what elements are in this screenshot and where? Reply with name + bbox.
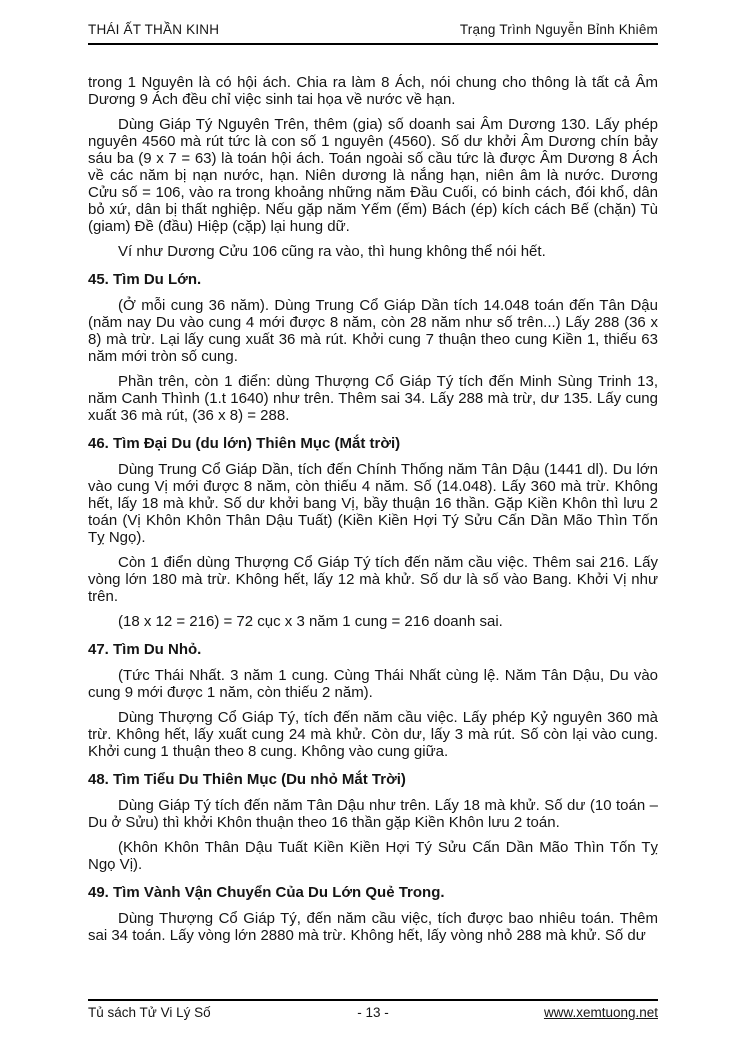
paragraph-48-2: (Khôn Khôn Thân Dậu Tuất Kiền Kiền Hợi Tý Sửu Cấn Dần Mão Thìn Tốn Tỵ Ngọ Vị). <box>88 839 658 873</box>
section-heading-47: 47. Tìm Du Nhỏ. <box>88 641 202 658</box>
section-heading-48: 48. Tìm Tiểu Du Thiên Mục (Du nhỏ Mắt Trời) <box>88 771 406 788</box>
paragraph-giap-ty-nguyen-tren: Dùng Giáp Tý Nguyên Trên, thêm (gia) số doanh sai Âm Dương 130. Lấy phép nguyên 4560 mà rút tức là con số 1 nguyên (4560). Số dư khởi Âm Dương chín bảy sáu ba (9 x 7 = 63) là toán hội ách. Toán ngoài số cầu tức là được Âm Dương 8 Ách về các năm bị nạn nước, hạn. Niên dương là nắng hạn, niên âm là nước. Dương Cửu số = 106, vào ra trong khoảng những năm Đầu Cuối, có binh cách, đói khổ, dân bỏ xứ, dân bị thất nghiệp. Nếu gặp năm Yếm (ếm) Bách (ép) kích cách Bế (chặn) Tù (giam) Đề (đầu) Hiệp (cặp) lại hung dữ. <box>88 116 658 235</box>
paragraph-intro-continuation: trong 1 Nguyên là có hội ách. Chia ra làm 8 Ách, nói chung cho thông là tất cả Âm Dương 9 Ách đều chỉ việc sinh tai họa về nước về hạn. <box>88 74 658 108</box>
paragraph-49-1: Dùng Thượng Cổ Giáp Tý, đến năm cầu việc, tích được bao nhiêu toán. Thêm sai 34 toán. Lấy vòng lớn 2880 mà trừ. Không hết, lấy vòng nhỏ 288 mà khử. Số dư <box>88 910 658 944</box>
page-footer <box>88 999 658 1020</box>
page-header <box>88 22 658 45</box>
header-author: Trạng Trình Nguyễn Bỉnh Khiêm <box>459 22 658 37</box>
section-heading-46: 46. Tìm Đại Du (du lớn) Thiên Mục (Mắt trời) <box>88 435 401 452</box>
footer-series-title: Tủ sách Tử Vi Lý Số <box>88 1005 211 1020</box>
header-book-title: THÁI ẤT THẦN KINH <box>88 22 220 37</box>
paragraph-45-2: Phần trên, còn 1 điển: dùng Thượng Cổ Giáp Tý tích đến Minh Sùng Trinh 13, năm Canh Thình (1.t 1640) như trên. Thêm sai 34. Lấy 288 mà trừ, dư 135. Lấy cung xuất 36 mà rút, (36 x 8) = 288. <box>88 373 658 424</box>
paragraph-46-3: (18 x 12 = 216) = 72 cục x 3 năm 1 cung = 216 doanh sai. <box>118 613 503 630</box>
section-heading-49: 49. Tìm Vành Vận Chuyển Của Du Lớn Quẻ Trong. <box>88 884 445 901</box>
paragraph-46-2: Còn 1 điển dùng Thượng Cổ Giáp Tý tích đến năm cầu việc. Thêm sai 216. Lấy vòng lớn 180 mà trừ. Không hết, lấy 12 mà khử. Số dư là số vào Bang. Khởi Vị như trên. <box>88 554 658 605</box>
paragraph-45-1: (Ở mỗi cung 36 năm). Dùng Trung Cổ Giáp Dần tích 14.048 toán đến Tân Dậu (năm nay Du vào cung 4 mới được 8 năm, còn 28 năm như số trên...) Lấy 288 (36 x 8) mà trừ. Lại lấy cung xuất 36 mà rút. Khởi cung 7 thuận theo cung Kiền 1, thiếu 63 năm mới tròn số cung. <box>88 297 658 365</box>
paragraph-vi-nhu-duong-cuu: Ví như Dương Cửu 106 cũng ra vào, thì hung không thể nói hết. <box>118 243 546 260</box>
footer-website-link[interactable]: www.xemtuong.net <box>543 1005 658 1020</box>
footer-page-number: - 13 - <box>357 1005 389 1020</box>
paragraph-47-2: Dùng Thượng Cổ Giáp Tý, tích đến năm cầu việc. Lấy phép Kỷ nguyên 360 mà trừ. Không hết, lấy xuất cung 24 mà khử. Còn dư, lấy 3 mà rút. Số còn lại vào cung. Khởi cung 1 thuận theo 8 cung. Không vào cung giữa. <box>88 709 658 760</box>
paragraph-46-1: Dùng Trung Cổ Giáp Dần, tích đến Chính Thống năm Tân Dậu (1441 dl). Du lớn vào cung Vị mới được 8 năm, còn thiếu 4 năm. Số (14.048). Lấy 360 mà trừ. Không hết, lấy 18 mà khử. Số dư khởi bang Vị, bầy thuận 16 thần. Gặp Kiền Khôn thì lưu 2 toán (Vị Khôn Khôn Thân Dậu Tuất) (Kiền Kiền Hợi Tý Sửu Cấn Dần Mão Thìn Tốn Tỵ Ngọ). <box>88 461 658 546</box>
paragraph-48-1: Dùng Giáp Tý tích đến năm Tân Dậu như trên. Lấy 18 mà khử. Số dư (10 toán – Du ở Sửu) thì khởi Khôn thuận theo 16 thần gặp Kiền Khôn lưu 2 toán. <box>88 797 658 831</box>
section-heading-45: 45. Tìm Du Lớn. <box>88 271 202 288</box>
paragraph-47-1: (Tức Thái Nhất. 3 năm 1 cung. Cùng Thái Nhất cùng lệ. Năm Tân Dậu, Du vào cung 9 mới được 1 năm, còn thiếu 2 năm). <box>88 667 658 701</box>
page-body <box>88 74 658 952</box>
